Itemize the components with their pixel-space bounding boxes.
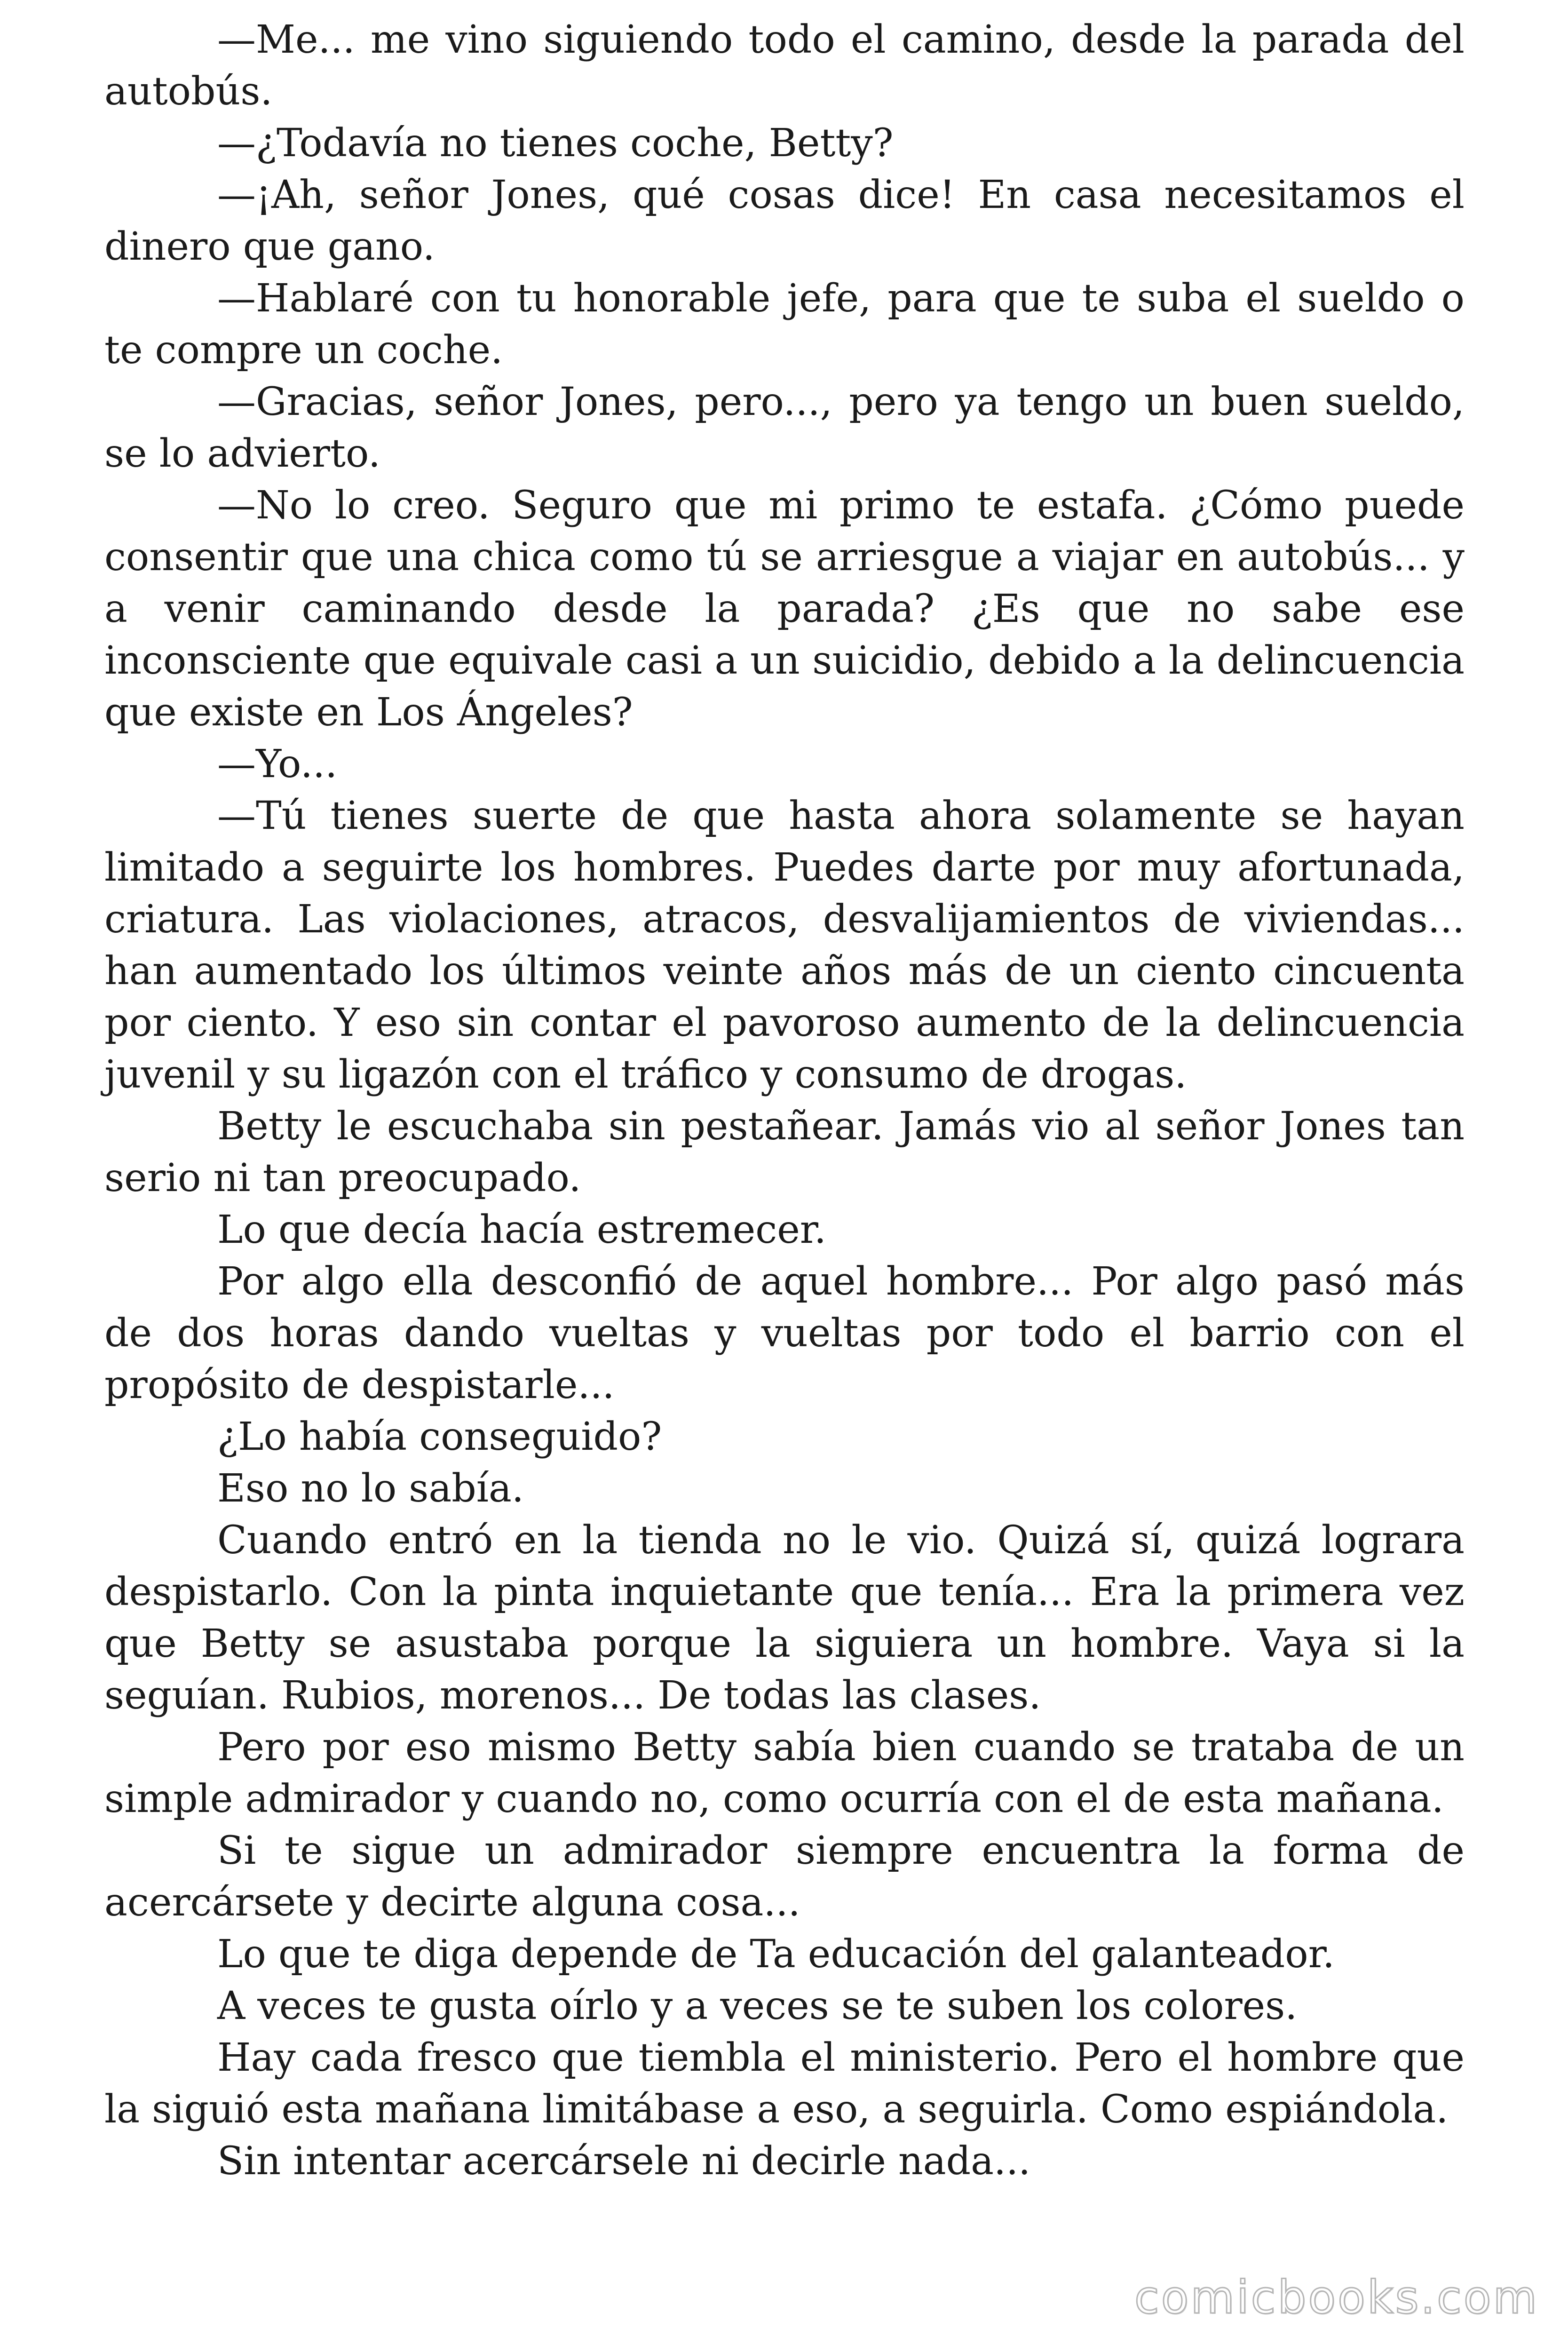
paragraph: ¿Lo había conseguido? bbox=[217, 1414, 662, 1459]
paragraph: —No lo creo. Seguro que mi primo te estafa. ¿Cómo puede consentir que una chica como tú se arriesgue a viajar en autobús... y a venir caminando desde la parada? ¿Es que no sabe ese inconsciente que equivale casi a un suicidio, debido a la delincuencia que existe en Los Ángeles? bbox=[104, 483, 1465, 735]
paragraph: —Yo... bbox=[217, 742, 338, 787]
paragraph: —¿Todavía no tienes coche, Betty? bbox=[217, 121, 894, 166]
paragraph: —Tú tienes suerte de que hasta ahora solamente se hayan limitado a seguirte los hombres. Puedes darte por muy afortunada, criatura. Las violaciones, atracos, desvalijamientos de viviendas... han aumentado los últimos veinte años más de un ciento cincuenta por ciento. Y eso sin contar el pavoroso aumento de la delincuencia juvenil y su ligazón con el tráfico y consumo de drogas. bbox=[104, 794, 1465, 1097]
paragraph: —Me... me vino siguiendo todo el camino, desde la parada del autobús. bbox=[104, 17, 1465, 114]
paragraph: —Gracias, señor Jones, pero..., pero ya tengo un buen sueldo, se lo advierto. bbox=[104, 380, 1465, 476]
paragraph: Si te sigue un admirador siempre encuentra la forma de acercársete y decirte alguna cosa... bbox=[104, 1828, 1465, 1925]
paragraph: —Hablaré con tu honorable jefe, para que te suba el sueldo o te compre un coche. bbox=[104, 276, 1465, 373]
paragraph: Eso no lo sabía. bbox=[217, 1466, 524, 1511]
watermark: comicbooks.com bbox=[1134, 2271, 1539, 2324]
paragraph: Lo que decía hacía estremecer. bbox=[217, 1208, 826, 1252]
paragraph: Por algo ella desconfió de aquel hombre... Por algo pasó más de dos horas dando vueltas y vueltas por todo el barrio con el propósito de despistarle... bbox=[104, 1259, 1465, 1407]
paragraph: Cuando entró en la tienda no le vio. Quizá sí, quizá lograra despistarlo. Con la pinta inquietante que tenía... Era la primera vez que Betty se asustaba porque la siguiera un hombre. Vaya si la seguían. Rubios, morenos... De todas las clases. bbox=[104, 1518, 1465, 1718]
paragraph: Pero por eso mismo Betty sabía bien cuando se trataba de un simple admirador y cuando no, como ocurría con el de esta mañana. bbox=[104, 1725, 1465, 1821]
paragraph: —¡Ah, señor Jones, qué cosas dice! En casa necesitamos el dinero que gano. bbox=[104, 173, 1465, 269]
paragraph: Hay cada fresco que tiembla el ministerio. Pero el hombre que la siguió esta mañana limitábase a eso, a seguirla. Como espiándola. bbox=[104, 2035, 1465, 2132]
body-text bbox=[104, 14, 1465, 2187]
paragraph: Sin intentar acercársele ni decirle nada... bbox=[217, 2139, 1031, 2184]
paragraph: A veces te gusta oírlo y a veces se te suben los colores. bbox=[217, 1984, 1298, 2028]
paragraph: Lo que te diga depende de Ta educación del galanteador. bbox=[217, 1932, 1335, 1977]
paragraph: Betty le escuchaba sin pestañear. Jamás vio al señor Jones tan serio ni tan preocupado. bbox=[104, 1104, 1465, 1200]
